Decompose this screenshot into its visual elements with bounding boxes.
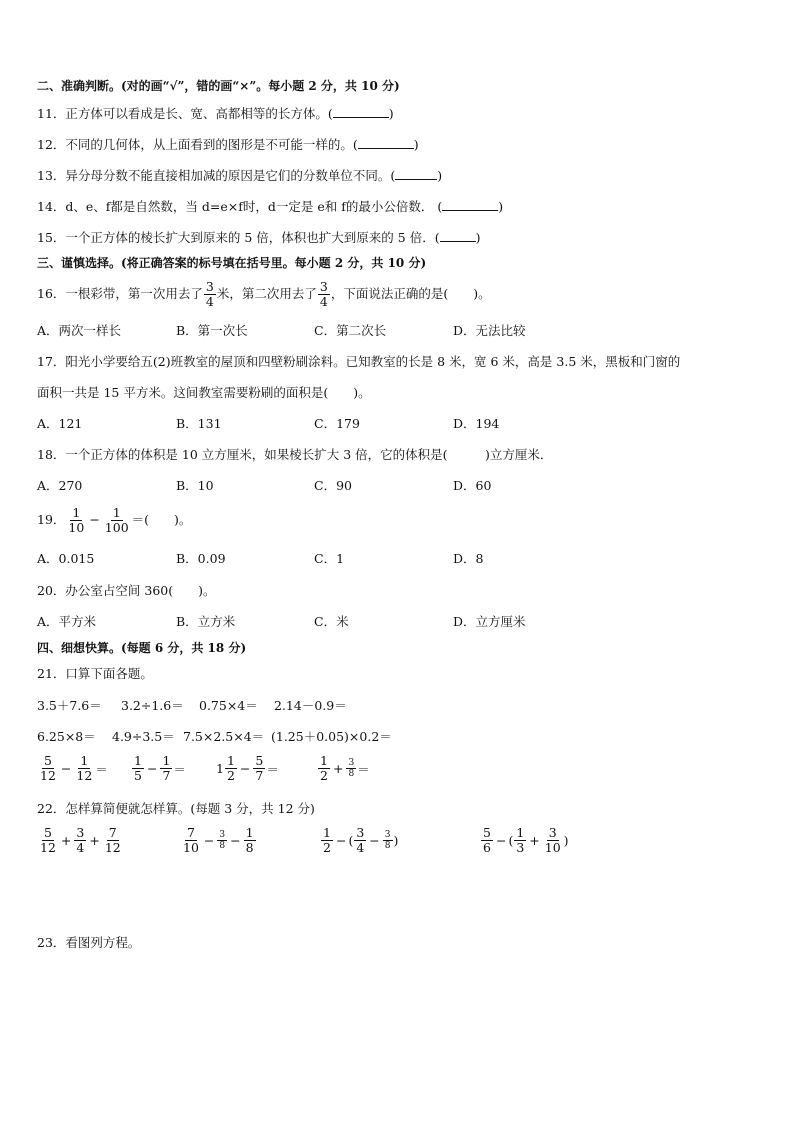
option-d[interactable]: D．194 xyxy=(453,416,500,431)
paren-close: ) xyxy=(388,106,394,121)
option-c[interactable]: C．179 xyxy=(314,416,360,431)
fraction xyxy=(103,826,123,855)
operator: − xyxy=(495,833,507,848)
fraction xyxy=(481,826,493,855)
numerator: 1 xyxy=(72,504,81,520)
mental-math-item: 4.9÷3.5＝ xyxy=(112,729,175,744)
denominator: 4 xyxy=(356,840,365,855)
fraction xyxy=(543,826,563,855)
denominator: 4 xyxy=(76,840,85,855)
question-19-pre: 19． xyxy=(37,512,66,527)
fraction xyxy=(181,826,201,855)
question-19-post: ＝( )。 xyxy=(131,512,192,527)
numerator: 7 xyxy=(186,825,195,840)
fraction xyxy=(103,506,131,535)
fraction xyxy=(74,754,94,783)
option-b[interactable]: B．10 xyxy=(176,478,214,493)
mental-math-item: 2.14－0.9＝ xyxy=(274,698,347,713)
numerator: 1 xyxy=(112,504,121,520)
fraction xyxy=(225,754,237,783)
numerator: 3 xyxy=(356,825,365,840)
question-16-mid: 米，第二次用去了 xyxy=(216,286,317,301)
numerator: 5 xyxy=(43,825,52,840)
section-3-heading: 三、谨慎选择。(将正确答案的标号填在括号里。每小题 2 分，共 10 分) xyxy=(37,256,427,270)
denominator: 7 xyxy=(162,768,171,783)
minus-sign: − xyxy=(89,512,100,527)
denominator: 4 xyxy=(205,293,214,309)
option-c[interactable]: C．米 xyxy=(314,614,349,629)
option-b[interactable]: B．131 xyxy=(176,416,222,431)
operator: − xyxy=(60,761,72,776)
fraction-expression xyxy=(131,754,186,783)
answer-blank[interactable] xyxy=(358,136,414,149)
numerator: 3 xyxy=(76,825,85,840)
fraction-expression xyxy=(317,754,370,783)
numerator: 5 xyxy=(43,753,52,768)
equals-sign: ＝ xyxy=(173,761,186,777)
denominator: 7 xyxy=(255,768,264,783)
denominator: 100 xyxy=(104,519,129,535)
denominator: 2 xyxy=(226,768,235,783)
right-paren: ) xyxy=(563,833,569,848)
paren-close: ) xyxy=(475,230,481,245)
fraction xyxy=(38,754,58,783)
mental-math-item: 3.5＋7.6＝ xyxy=(37,698,102,713)
operator: + xyxy=(60,833,72,848)
question-20: 20．办公室占空间 360( )。 xyxy=(37,583,216,598)
fraction xyxy=(318,280,330,309)
numerator: 7 xyxy=(108,825,117,840)
fraction-expression xyxy=(37,826,124,855)
numerator: 3 xyxy=(319,278,328,294)
question-17-line-1: 17．阳光小学要给五(2)班教室的屋顶和四壁粉刷涂料。已知教室的长是 8 米，宽 6 米，高是 3.5 米，黑板和门窗的 xyxy=(37,354,681,369)
question-17-line-2: 面积一共是 15 平方米。这间教室需要粉刷的面积是( )。 xyxy=(37,385,371,400)
option-d[interactable]: D．8 xyxy=(453,551,484,566)
fraction xyxy=(74,826,86,855)
option-b[interactable]: B．立方米 xyxy=(176,614,236,629)
denominator: 8 xyxy=(245,840,254,855)
fraction-expression xyxy=(480,826,569,855)
equals-sign: ＝ xyxy=(357,761,370,777)
option-a[interactable]: A．平方米 xyxy=(37,614,97,629)
section-4-heading: 四、细想快算。(每题 6 分，共 18 分) xyxy=(37,641,247,655)
mental-math-item: 6.25×8＝ xyxy=(37,729,96,744)
question-16-post: ，下面说法正确的是( )。 xyxy=(330,286,491,301)
question-22-title: 22．怎样算简便就怎样算。(每题 3 分，共 12 分) xyxy=(37,801,315,816)
numerator: 1 xyxy=(320,753,328,768)
denominator: 8 xyxy=(348,769,355,779)
left-paren: ( xyxy=(348,833,354,848)
equals-sign: ＝ xyxy=(95,761,108,777)
fraction xyxy=(318,754,330,783)
operator: − xyxy=(146,761,158,776)
question-11 xyxy=(37,105,394,122)
fraction-expression xyxy=(180,826,257,855)
paren-close: ) xyxy=(498,199,504,214)
operator: − xyxy=(239,761,251,776)
paren-close: ) xyxy=(437,168,443,183)
operator: − xyxy=(230,833,241,848)
fraction xyxy=(217,830,227,851)
answer-blank[interactable] xyxy=(440,229,476,242)
fraction-expression xyxy=(320,826,398,855)
numerator: 1 xyxy=(80,753,89,768)
fraction-expression xyxy=(37,754,108,783)
numerator: 3 xyxy=(205,278,214,294)
denominator: 3 xyxy=(516,840,525,855)
fraction xyxy=(160,754,172,783)
mental-math-item: 0.75×4＝ xyxy=(199,698,258,713)
option-b[interactable]: B．第一次长 xyxy=(176,323,248,338)
option-d[interactable]: D．无法比较 xyxy=(453,323,526,338)
fraction-expression xyxy=(216,754,279,783)
option-b[interactable]: B．0.09 xyxy=(176,551,226,566)
fraction xyxy=(354,826,366,855)
fraction xyxy=(514,826,526,855)
fraction xyxy=(132,754,144,783)
question-13-text: 13．异分母分数不能直接相加减的原因是它们的分数单位不同。( xyxy=(37,168,396,183)
option-c[interactable]: C．1 xyxy=(314,551,345,566)
numerator: 1 xyxy=(162,753,171,768)
option-a[interactable]: A．两次一样长 xyxy=(37,323,122,338)
question-19 xyxy=(37,503,191,537)
denominator: 2 xyxy=(323,840,331,855)
operator: − xyxy=(335,833,347,848)
operator: + xyxy=(529,833,540,848)
fraction xyxy=(383,830,393,851)
fraction xyxy=(66,506,86,535)
question-15-text: 15．一个正方体的棱长扩大到原来的 5 倍，体积也扩大到原来的 5 倍．( xyxy=(37,230,440,245)
option-a[interactable]: A．121 xyxy=(37,416,83,431)
denominator: 4 xyxy=(319,293,328,309)
numerator: 1 xyxy=(226,753,235,768)
question-21-title: 21．口算下面各题。 xyxy=(37,666,153,681)
denominator: 12 xyxy=(40,768,56,783)
option-a[interactable]: A．0.015 xyxy=(37,551,95,566)
mental-math-item: 7.5×2.5×4＝ xyxy=(183,729,265,744)
numerator: 5 xyxy=(483,825,491,840)
whole-number: 1 xyxy=(216,761,224,776)
option-c[interactable]: C．90 xyxy=(314,478,352,493)
left-paren: ( xyxy=(508,833,514,848)
numerator: 5 xyxy=(255,753,264,768)
denominator: 5 xyxy=(134,768,142,783)
answer-blank[interactable] xyxy=(442,198,498,211)
operator: − xyxy=(203,833,215,848)
denominator: 8 xyxy=(384,841,391,851)
numerator: 3 xyxy=(219,830,226,840)
option-d[interactable]: D．60 xyxy=(453,478,492,493)
denominator: 12 xyxy=(76,768,93,783)
denominator: 10 xyxy=(68,519,85,535)
fraction xyxy=(244,826,256,855)
option-c[interactable]: C．第二次长 xyxy=(314,323,387,338)
operator: − xyxy=(369,833,380,848)
answer-blank[interactable] xyxy=(395,167,437,180)
question-14 xyxy=(37,198,503,215)
right-paren: ) xyxy=(393,833,399,848)
numerator: 1 xyxy=(323,825,331,840)
fraction xyxy=(321,826,333,855)
denominator: 12 xyxy=(104,840,121,855)
denominator: 10 xyxy=(544,840,561,855)
numerator: 3 xyxy=(348,758,355,768)
question-16-pre: 16．一根彩带，第一次用去了 xyxy=(37,286,203,301)
denominator: 8 xyxy=(219,841,226,851)
answer-blank[interactable] xyxy=(333,105,389,118)
question-16 xyxy=(37,278,491,310)
operator: + xyxy=(89,833,100,848)
numerator: 3 xyxy=(548,825,557,840)
fraction xyxy=(38,826,58,855)
numerator: 1 xyxy=(134,753,142,768)
section-2-heading: 二、准确判断。(对的画“√”，错的画“×”。每小题 2 分，共 10 分) xyxy=(37,79,400,93)
numerator: 1 xyxy=(245,825,254,840)
mental-math-item: (1.25＋0.05)×0.2＝ xyxy=(271,729,392,744)
denominator: 10 xyxy=(183,840,199,855)
fraction xyxy=(204,280,216,309)
question-23-title: 23．看图列方程。 xyxy=(37,935,141,950)
question-14-text: 14．d、e、f都是自然数，当 d=e×f时，d一定是 e和 f的最小公倍数． ( xyxy=(37,199,443,214)
fraction xyxy=(346,758,356,779)
question-12 xyxy=(37,136,419,153)
denominator: 12 xyxy=(40,840,56,855)
question-13 xyxy=(37,167,442,184)
numerator: 1 xyxy=(516,825,525,840)
question-11-text: 11．正方体可以看成是长、宽、高都相等的长方体。( xyxy=(37,106,333,121)
question-15 xyxy=(37,229,480,246)
question-12-text: 12．不同的几何体，从上面看到的图形是不可能一样的。( xyxy=(37,137,358,152)
mental-math-item: 3.2÷1.6＝ xyxy=(121,698,184,713)
operator: + xyxy=(332,761,344,776)
denominator: 6 xyxy=(483,840,491,855)
option-a[interactable]: A．270 xyxy=(37,478,83,493)
paren-close: ) xyxy=(413,137,419,152)
fraction xyxy=(253,754,265,783)
option-d[interactable]: D．立方厘米 xyxy=(453,614,526,629)
numerator: 3 xyxy=(384,830,391,840)
equals-sign: ＝ xyxy=(266,761,279,777)
question-18: 18．一个正方体的体积是 10 立方厘米，如果棱长扩大 3 倍，它的体积是( )立方厘米． xyxy=(37,447,553,462)
denominator: 2 xyxy=(320,768,328,783)
